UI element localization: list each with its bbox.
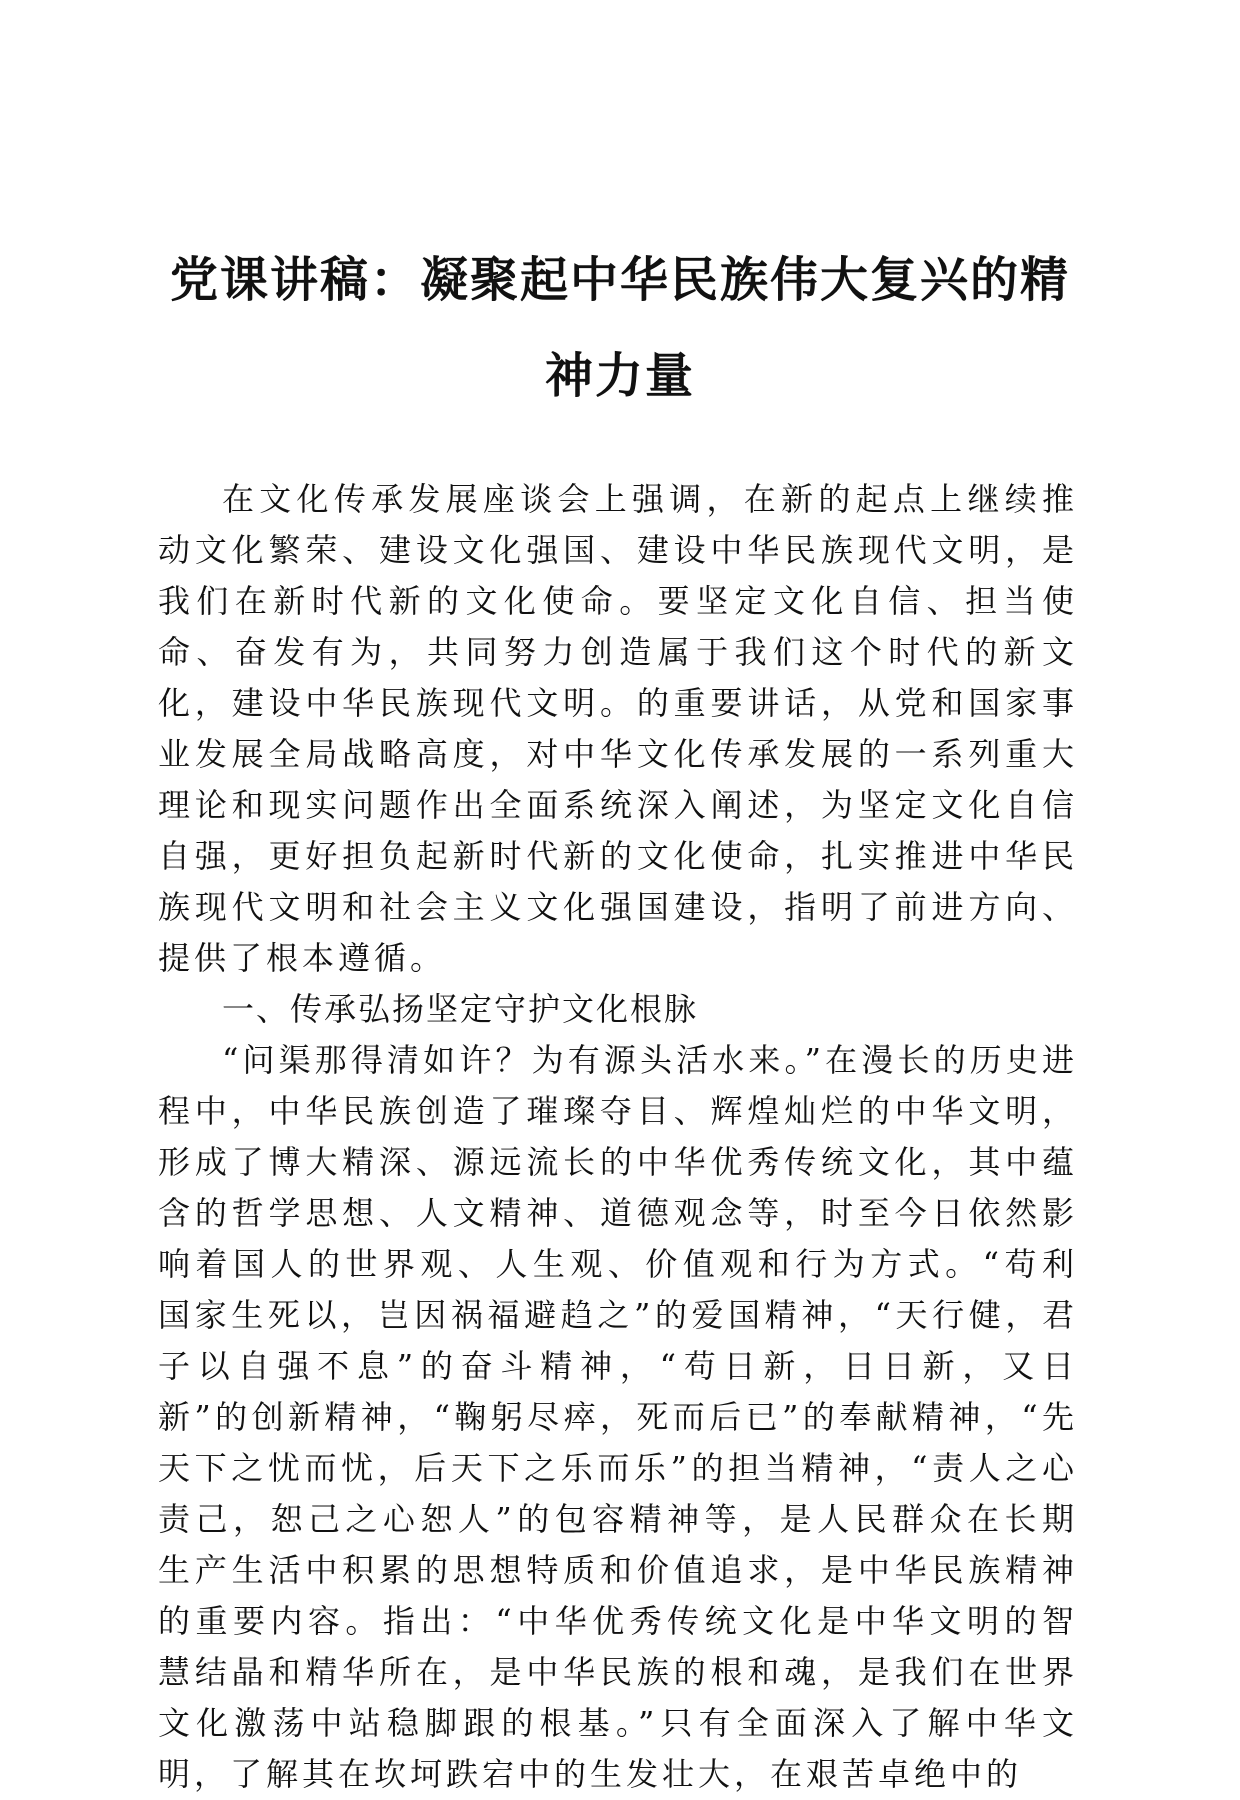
section-paragraph: “问渠那得清如许？为有源头活水来。”在漫长的历史进程中，中华民族创造了璀璨夺目、辉煌灿烂的中华文明，形成了博大精深、源远流长的中华优秀传统文化，其中蕴含的哲学思想、人文精神、道德观念等，时至今日依然影响着国人的世界观、人生观、价值观和行为方式。“苟利国家生死以，岂因祸福避趋之”的爱国精神，“天行健，君子以自强不息”的奋斗精神，“苟日新，日日新，又日新”的创新精神，“鞠躬尽瘁，死而后已”的奉献精神，“先天下之忧而忧，后天下之乐而乐”的担当精神，“责人之心责己，恕己之心恕人”的包容精神等，是人民群众在长期生产生活中积累的思想特质和价值追求，是中华民族精神的重要内容。指出：“中华优秀传统文化是中华文明的智慧结晶和精华所在，是中华民族的根和魂，是我们在世界文化激荡中站稳脚跟的根基。”只有全面深入了解中华文明，了解其在坎坷跌宕中的生发壮大，在艰苦卓绝中的 (158, 1041, 1078, 1793)
document-title: 党课讲稿：凝聚起中华民族伟大复兴的精神力量 (169, 252, 1070, 404)
intro-paragraph: 在文化传承发展座谈会上强调，在新的起点上继续推动文化繁荣、建设文化强国、建设中华民族现代文明，是我们在新时代新的文化使命。要坚定文化自信、担当使命、奋发有为，共同努力创造属于我们这个时代的新文化，建设中华民族现代文明。的重要讲话，从党和国家事业发展全局战略高度，对中华文化传承发展的一系列重大理论和现实问题作出全面系统深入阐述，为坚定文化自信自强，更好担负起新时代新的文化使命，扎实推进中华民族现代文明和社会主义文化强国建设，指明了前进方向、提供了根本遵循。 (158, 480, 1078, 977)
document-body (158, 474, 1078, 1800)
section-heading: 一、传承弘扬坚定守护文化根脉 (222, 990, 699, 1028)
